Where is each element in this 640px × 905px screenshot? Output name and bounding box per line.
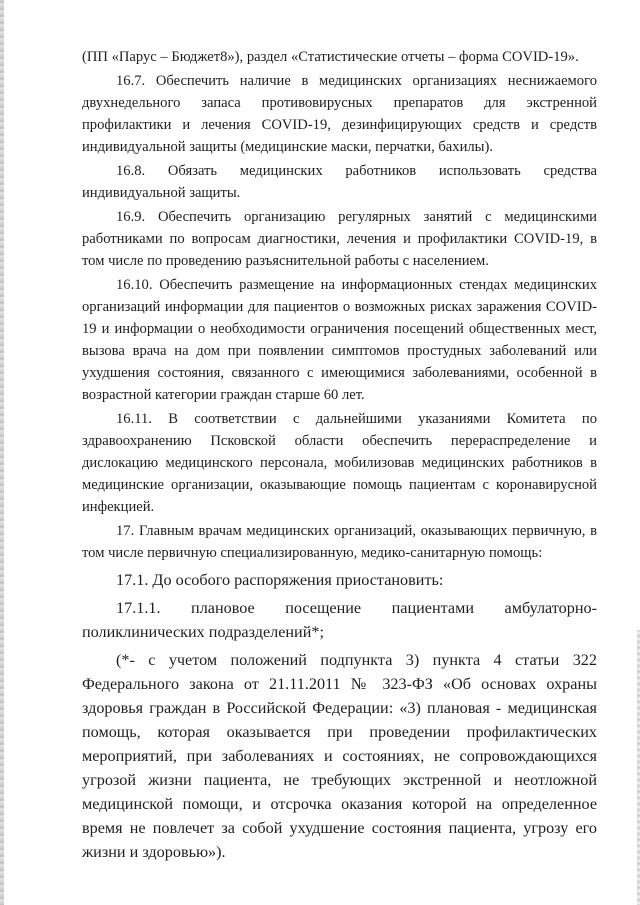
paragraph-16-8: 16.8. Обязать медицинских работников использовать средства индивидуальной защиты. xyxy=(82,163,597,201)
paragraph-17-1: 17.1. До особого распоряжения приостановить: xyxy=(116,571,444,589)
paragraph-16-11: 16.11. В соответствии с дальнейшими указаниями Комитета по здравоохранению Псковской области обеспечить перераспределение и дислокацию медицинского персонала, мобилизовав медицинских работников в медицинские организации, оказывающие помощь пациентам с коронавирусной инфекцией. xyxy=(82,411,597,515)
paragraph-continuation: (ПП «Парус – Бюджет8»), раздел «Статистические отчеты – форма COVID-19». xyxy=(82,49,579,65)
paragraph-footnote: (*- с учетом положений подпункта 3) пункта 4 статьи 322 Федерального закона от 21.11.2011 № 323-ФЗ «Об основах охраны здоровья граждан в Российской Федерации: «3) плановая - медицинская помощь, которая оказывается при проведении профилактических мероприятий, при заболеваниях и состояниях, не сопровождающихся угрозой жизни пациента, не требующих экстренной и неотложной медицинской помощи, и отсрочка оказания которой на определенное время не повлечет за собой ухудшение состояния пациента, угрозу его жизни и здоровью»). xyxy=(82,651,597,861)
paragraph-16-9: 16.9. Обеспечить организацию регулярных занятий с медицинскими работниками по вопросам диагностики, лечения и профилактики COVID-19, в том числе по проведению разъяснительной работы с населением. xyxy=(82,209,597,269)
paragraph-16-10: 16.10. Обеспечить размещение на информационных стендах медицинских организаций информации для пациентов о возможных рисках заражения COVID-19 и информации о необходимости ограничения посещений общественных мест, вызова врача на дом при появлении симптомов простудных заболеваний или ухудшения состояния, связанного с имеющимися заболеваниями, особенной в возрастной категории граждан старше 60 лет. xyxy=(82,277,597,403)
paragraph-17-1-1: 17.1.1. плановое посещение пациентами амбулаторно-поликлинических подразделений*; xyxy=(82,599,597,641)
paragraph-17: 17. Главным врачам медицинских организаций, оказывающих первичную, в том числе первичную специализированную, медико-санитарную помощь: xyxy=(82,523,597,561)
scan-edge-left xyxy=(0,0,4,905)
document-page xyxy=(82,46,597,864)
paragraph-16-7: 16.7. Обеспечить наличие в медицинских организациях неснижаемого двухнедельного запаса противовирусных препаратов для экстренной профилактики и лечения COVID-19, дезинфицирующих средств и средств индивидуальной защиты (медицинские маски, перчатки, бахилы). xyxy=(82,73,597,155)
